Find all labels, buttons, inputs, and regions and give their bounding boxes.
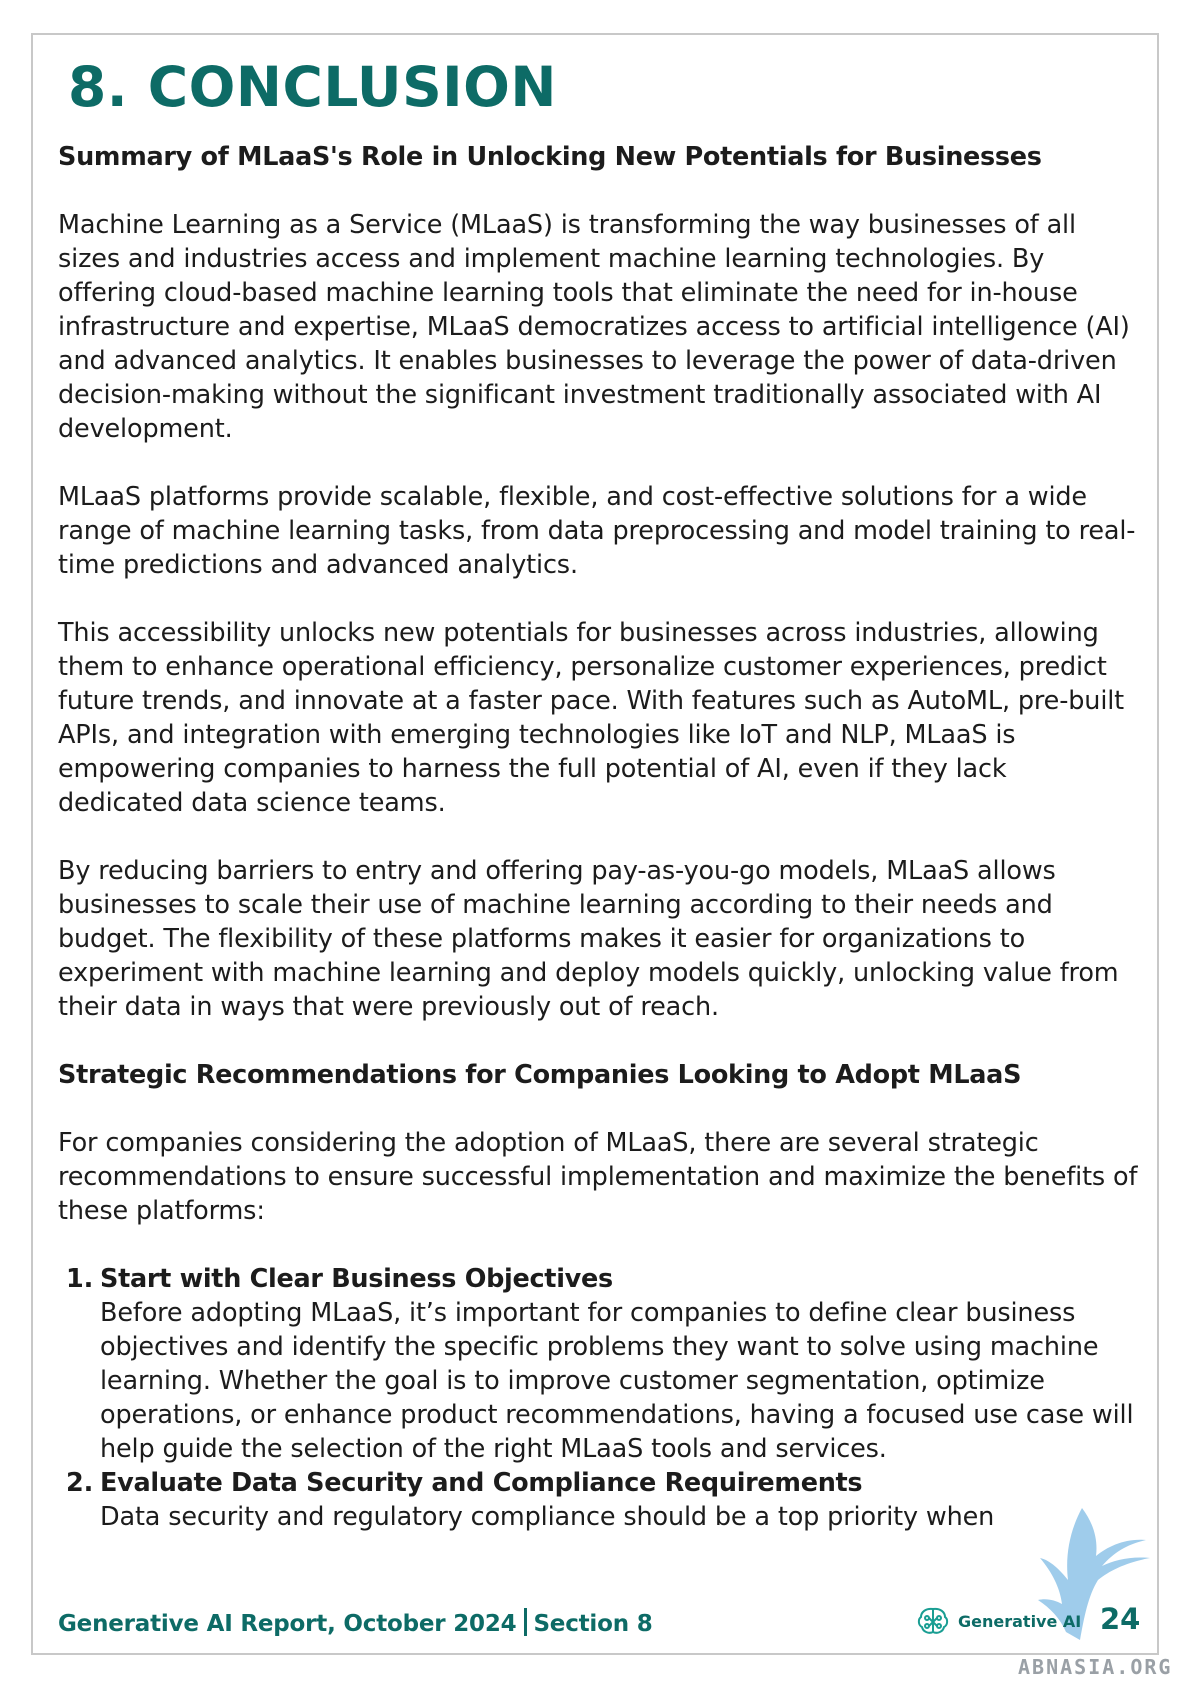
- main-content: [58, 140, 1138, 1534]
- recommendations-intro: For companies considering the adoption of MLaaS, there are several strategic recommendations to ensure successful implementation and maximize the benefits of these platforms:: [58, 1128, 1138, 1226]
- footer-divider: [524, 1608, 527, 1636]
- footer-section: Section 8: [533, 1611, 653, 1637]
- page-number: 24: [1100, 1602, 1141, 1636]
- summary-paragraph: This accessibility unlocks new potentials for businesses across industries, allowing them to enhance operational efficiency, personalize customer experiences, predict future trends, and innovate at a faster pace. With features such as AutoML, pre-built APIs, and integration with emerging technologies like IoT and NLP, MLaaS is empowering companies to harness the full potential of AI, even if they lack dedicated data science teams.: [58, 618, 1125, 818]
- summary-paragraph: MLaaS platforms provide scalable, flexible, and cost-effective solutions for a wide range of machine learning tasks, from data preprocessing and model training to real-time predictions and advanced analytics.: [58, 482, 1136, 580]
- recommendations-list: [58, 1262, 1138, 1534]
- logo-text: Generative AI: [958, 1611, 1082, 1631]
- watermark-text: ABNASIA.ORG: [1018, 1655, 1173, 1679]
- list-item-text: Before adopting MLaaS, it’s important for companies to define clear business objectives and identify the specific problems they want to solve using machine learning. Whether the goal is to improve customer segmentation, optimize operations, or enhance product recommendations, having a focused use case will help guide the selection of the right MLaaS tools and services.: [100, 1298, 1134, 1464]
- list-item-text: Data security and regulatory compliance should be a top priority when: [100, 1502, 995, 1532]
- summary-paragraph: Machine Learning as a Service (MLaaS) is transforming the way businesses of all sizes and industries access and implement machine learning technologies. By offering cloud-based machine learning tools that eliminate the need for in-house infrastructure and expertise, MLaaS democratizes access to artificial intelligence (AI) and advanced analytics. It enables businesses to leverage the power of data-driven decision-making without the significant investment traditionally associated with AI development.: [58, 210, 1130, 444]
- list-item: [58, 1262, 1138, 1466]
- brain-icon: [916, 1606, 950, 1636]
- list-item: [58, 1466, 1138, 1534]
- recommendations-heading: Strategic Recommendations for Companies Looking to Adopt MLaaS: [58, 1060, 1022, 1090]
- list-item-number: 2.: [66, 1468, 94, 1498]
- list-item-title: Start with Clear Business Objectives: [100, 1264, 613, 1294]
- summary-heading: Summary of MLaaS's Role in Unlocking New Potentials for Businesses: [58, 142, 1042, 172]
- list-item-number: 1.: [66, 1264, 94, 1294]
- list-item-title: Evaluate Data Security and Compliance Requirements: [100, 1468, 863, 1498]
- summary-paragraph: By reducing barriers to entry and offering pay-as-you-go models, MLaaS allows businesses to scale their use of machine learning according to their needs and budget. The flexibility of these platforms makes it easier for organizations to experiment with machine learning and deploy models quickly, unlocking value from their data in ways that were previously out of reach.: [58, 856, 1119, 1022]
- footer-report-label: [58, 1608, 653, 1637]
- footer-report-title: Generative AI Report, October 2024: [58, 1611, 517, 1637]
- page-title: 8. CONCLUSION: [68, 55, 557, 119]
- footer-logo: [916, 1606, 1081, 1636]
